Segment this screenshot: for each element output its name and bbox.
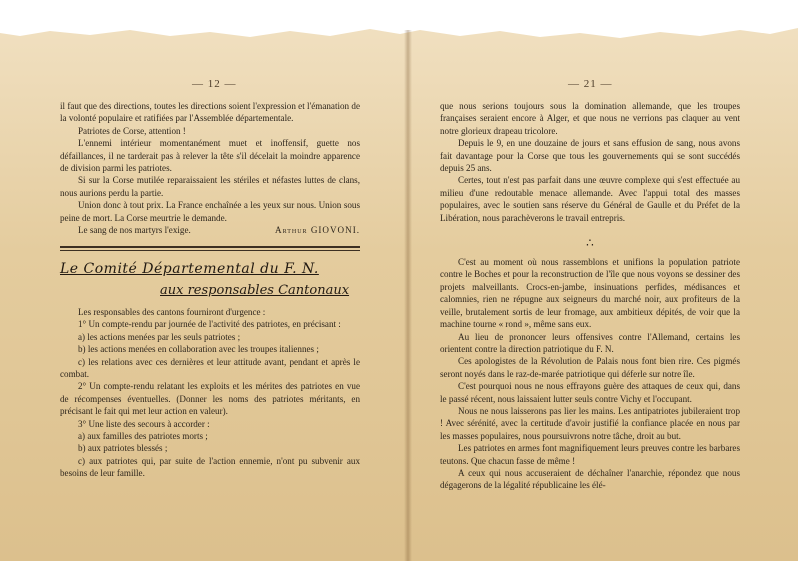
- right-page: [440, 100, 740, 492]
- paragraph: 1° Un compte-rendu par journée de l'activité des patriotes, en précisant :: [78, 319, 341, 330]
- closing-line: [60, 224, 360, 236]
- right-page-number: — 21 —: [568, 78, 613, 90]
- paragraph: 2° Un compte-rendu relatant les exploits et les mérites des patriotes en vue de récompenses éventuelles. (Donner les noms des patriotes méritants, en précisant le fait qui met leur action en valeur).: [60, 381, 360, 417]
- paragraph: Patriotes de Corse, attention !: [78, 125, 186, 136]
- paragraph: Les patriotes en armes font magnifiquement leurs preuves contre les barbares teutons. Que chacun fasse de même !: [440, 443, 740, 466]
- section-separator: ∴: [586, 236, 594, 251]
- paragraph: Union donc à tout prix. La France enchaînée a les yeux sur nous. Union sous peine de mort. La Corse meurtrie le demande.: [60, 200, 360, 223]
- paragraph: Nous ne nous laisserons pas lier les mains. Les antipatriotes jubileraient trop ! Avec sérénité, avec la certitude d'avoir justifié la confiance placée en nous par les masses populaires, nous poursuivrons notre tâche, droit au but.: [440, 405, 740, 441]
- section-heading: Le Comité Départemental du F. N.: [60, 260, 319, 277]
- paragraph: A ceux qui nous accuseraient de déchaîner l'anarchie, répondez que nous dégagerons de la légalité républicaine les élé-: [440, 467, 740, 491]
- signature: Arthur GIOVONI.: [275, 225, 360, 236]
- paragraph: C'est au moment où nous rassemblons et unifions la population patriote contre le Boches et pour la reconstruction de l'île que nous voyons se dessiner des projets malveillants. Crocs-en-jambe, insinuations perfides, médisances et calomnies, rien ne répugne aux seigneurs du marché noir, aux profiteurs de la veille, brutalement sortis de leur fromage, aux ambitieux dépités, de voir que la machine tourne « rond », même sans eux.: [440, 257, 740, 330]
- torn-top-edge: [0, 0, 798, 40]
- left-page-number: — 12 —: [192, 78, 237, 90]
- paragraph: Les responsables des cantons fourniront d'urgence :: [78, 306, 266, 317]
- paragraph: c) aux patriotes qui, par suite de l'action ennemie, n'ont pu subvenir aux besoins de leur famille.: [60, 455, 360, 479]
- page-fold: [404, 30, 412, 561]
- paragraph: Ces apologistes de la Révolution de Palais nous font bien rire. Ces pigmés seront noyés dans le raz-de-marée patriotique qui déferle sur notre île.: [440, 356, 740, 379]
- divider: [60, 246, 360, 248]
- paragraph: il faut que des directions, toutes les directions soient l'expression et l'émanation de la volonté populaire et ratifiées par l'Assemblée départementale.: [60, 101, 360, 124]
- paragraph: Au lieu de prononcer leurs offensives contre l'Allemand, certains les orientent contre la direction patriotique du F. N.: [440, 331, 740, 354]
- paragraph: a) aux familles des patriotes morts ;: [78, 431, 208, 442]
- paragraph: 3° Une liste des secours à accorder :: [78, 418, 210, 429]
- paragraph: Depuis le 9, en une douzaine de jours et sans effusion de sang, nous avons fait davantage pour la Corse que tous les gouvernements qui se sont succédés depuis 25 ans.: [440, 138, 740, 174]
- paragraph: que nous serions toujours sous la domination allemande, que les troupes françaises seraient encore à Alger, et que nous ne verrions pas claquer au vent notre glorieux drapeau tricolore.: [440, 101, 740, 136]
- section-subheading: aux responsables Cantonaux: [160, 282, 350, 298]
- paragraph: b) aux patriotes blessés ;: [78, 443, 168, 454]
- left-page: [60, 100, 360, 480]
- paragraph: Le sang de nos martyrs l'exige.: [78, 225, 191, 236]
- paragraph: b) les actions menées en collaboration avec les troupes italiennes ;: [78, 344, 319, 355]
- paragraph: c) les relations avec ces dernières et leur attitude avant, pendant et après le combat.: [60, 356, 360, 379]
- paragraph: C'est pourquoi nous ne nous effrayons guère des attaques de ceux qui, dans le passé récent, nous laissaient lutter seuls contre Vichy et l'occupant.: [440, 381, 740, 404]
- divider: [60, 250, 360, 251]
- paragraph: Certes, tout n'est pas parfait dans une œuvre complexe qui s'est effectuée au milieu d'une redoutable menace allemande. Avec l'appui total des masses populaires, avec le soutien sans réserve du Général de Gaulle et du Préfet de la Libération, nous parachèverons le travail entrepris.: [440, 175, 740, 223]
- paragraph: a) les actions menées par les seuls patriotes ;: [78, 331, 241, 342]
- paragraph: Si sur la Corse mutilée reparaissaient les stériles et néfastes luttes de clans, nous aurions perdu la partie.: [60, 175, 360, 198]
- paragraph: L'ennemi intérieur momentanément muet et inoffensif, guette nos défaillances, il ne tarderait pas à relever la tête s'il décelait la moindre apparence de division parmi les patriotes.: [60, 138, 360, 174]
